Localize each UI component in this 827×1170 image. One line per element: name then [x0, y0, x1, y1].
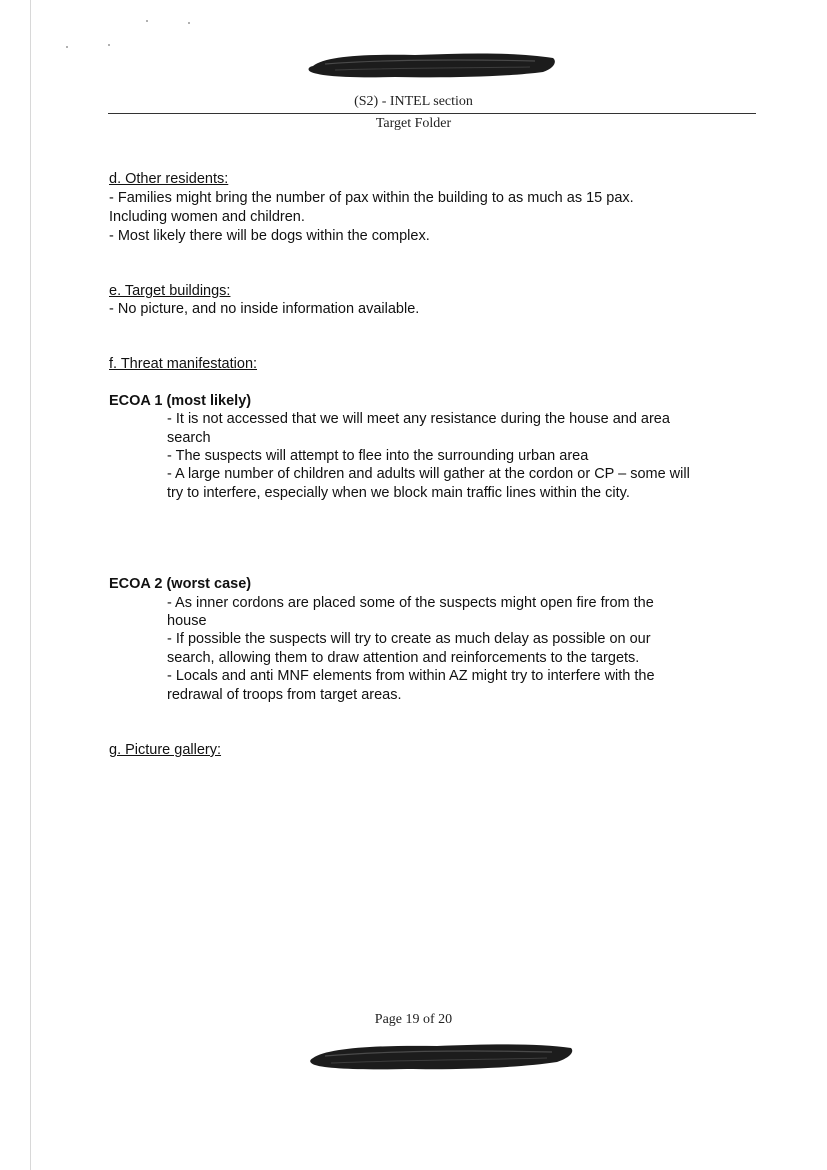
ecoa1-heading: ECOA 1 (most likely)	[109, 393, 252, 409]
scan-speck	[108, 44, 110, 46]
section-d-line: Including women and children.	[109, 209, 305, 225]
ecoa1-line: - It is not accessed that we will meet any resistance during the house and area	[167, 411, 670, 427]
ecoa2-line: redrawal of troops from target areas.	[167, 687, 402, 703]
ecoa2-line: - If possible the suspects will try to create as much delay as possible on our	[167, 631, 651, 647]
classification-redaction-top	[305, 50, 560, 80]
ecoa1-line: search	[167, 430, 211, 446]
scan-speck	[188, 22, 190, 24]
ecoa2-line: - Locals and anti MNF elements from within AZ might try to interfere with the	[167, 668, 655, 684]
ecoa2-line: search, allowing them to draw attention and reinforcements to the targets.	[167, 650, 640, 666]
ecoa1-line: - The suspects will attempt to flee into the surrounding urban area	[167, 448, 589, 464]
section-e-line: - No picture, and no inside information available.	[109, 301, 420, 317]
section-g-heading: g. Picture gallery:	[109, 742, 222, 758]
section-d-heading: d. Other residents:	[109, 171, 229, 187]
classification-redaction-bottom	[307, 1038, 577, 1074]
ecoa2-line: house	[167, 613, 207, 629]
header-folder-title: Target Folder	[375, 116, 452, 131]
header-rule	[108, 113, 756, 114]
ecoa2-line: - As inner cordons are placed some of the suspects might open fire from the	[167, 595, 654, 611]
scan-edge-line	[30, 0, 31, 1170]
page-number: Page 19 of 20	[374, 1012, 453, 1027]
ecoa1-line: - A large number of children and adults will gather at the cordon or CP – some will	[167, 466, 690, 482]
section-f-heading: f. Threat manifestation:	[109, 356, 258, 372]
section-e-heading: e. Target buildings:	[109, 283, 231, 299]
ecoa1-line: try to interfere, especially when we block main traffic lines within the city.	[167, 485, 630, 501]
ecoa2-heading: ECOA 2 (worst case)	[109, 576, 252, 592]
section-d-line: - Most likely there will be dogs within the complex.	[109, 228, 430, 244]
section-d-line: - Families might bring the number of pax within the building to as much as 15 pax.	[109, 190, 634, 206]
scan-speck	[66, 46, 68, 48]
scan-speck	[146, 20, 148, 22]
header-section-title: (S2) - INTEL section	[354, 94, 473, 109]
